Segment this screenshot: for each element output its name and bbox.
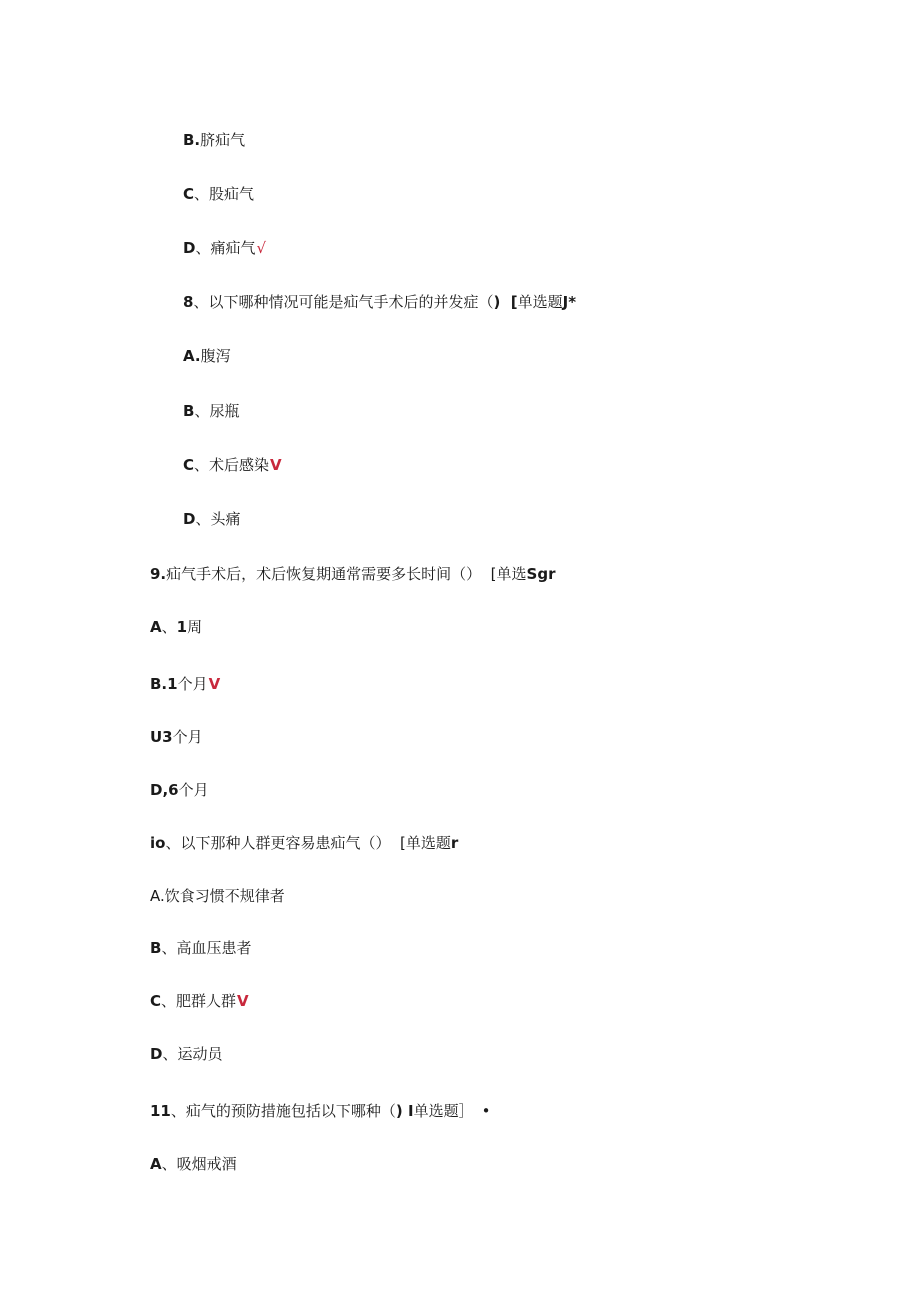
option-a-q10 xyxy=(150,886,285,906)
question-text: 、以下哪种情况可能是疝气手术后的并发症（ xyxy=(193,293,494,311)
option-prefix: B xyxy=(150,939,162,957)
option-d-q8 xyxy=(183,509,240,529)
option-c-q8 xyxy=(183,455,282,475)
option-text: 个月 xyxy=(172,728,203,746)
option-text: 饮食习惯不规律者 xyxy=(164,887,285,905)
correct-mark-icon: √ xyxy=(256,239,267,257)
option-text: 、尿瓶 xyxy=(194,402,240,420)
option-prefix: D xyxy=(150,1045,163,1063)
option-d-q10 xyxy=(150,1044,222,1064)
option-prefix: A. xyxy=(150,887,165,905)
option-text: 脐疝气 xyxy=(200,131,246,149)
option-a-q9 xyxy=(150,617,202,637)
option-text: 、高血压患者 xyxy=(161,939,252,957)
option-d-q7 xyxy=(183,238,266,258)
option-c-q7 xyxy=(183,184,254,204)
question-10 xyxy=(150,833,458,853)
question-bracket: I xyxy=(402,1102,414,1120)
question-type-end: Sgr xyxy=(526,565,556,583)
option-text: 、吸烟戒酒 xyxy=(161,1155,237,1173)
correct-mark-icon: V xyxy=(270,456,282,474)
option-prefix: D xyxy=(183,239,196,257)
option-d-q9 xyxy=(150,780,209,800)
question-number: 11 xyxy=(150,1102,171,1120)
option-text: 、头痛 xyxy=(195,510,241,528)
option-text: 个月 xyxy=(177,675,208,693)
question-type: 单选题］ xyxy=(413,1102,474,1120)
option-prefix: C xyxy=(183,185,195,203)
option-prefix: U3 xyxy=(150,728,173,746)
question-number: io xyxy=(150,834,166,852)
option-b-q9 xyxy=(150,674,220,694)
option-text: 腹泻 xyxy=(200,347,231,365)
question-type-end: r xyxy=(450,834,459,852)
question-text: 、以下那种人群更容易患疝气（） [单选题 xyxy=(165,834,451,852)
option-text: 、肥群人群 xyxy=(161,992,237,1010)
option-text: 、 xyxy=(161,618,177,636)
option-text: 、运动员 xyxy=(162,1045,223,1063)
question-text: 、疝气的预防措施包括以下哪种（ xyxy=(170,1102,396,1120)
option-a-q8 xyxy=(183,346,231,366)
option-prefix: C xyxy=(150,992,162,1010)
question-type: 单选题 xyxy=(517,293,563,311)
question-9 xyxy=(150,564,556,584)
option-prefix: D xyxy=(183,510,196,528)
correct-mark-icon: V xyxy=(237,992,249,1010)
correct-mark-icon: V xyxy=(208,675,221,693)
question-11 xyxy=(150,1101,490,1121)
option-b-q8 xyxy=(183,401,239,421)
option-c-q10 xyxy=(150,991,249,1011)
option-prefix: B.1 xyxy=(150,675,178,693)
option-text: 、股疝气 xyxy=(194,185,255,203)
option-prefix: A. xyxy=(183,347,201,365)
question-type-end: J* xyxy=(562,293,577,311)
option-number: 1 xyxy=(176,618,188,636)
question-paren: ) xyxy=(395,1102,403,1120)
option-unit: 周 xyxy=(187,618,203,636)
option-prefix: D,6 xyxy=(150,781,179,799)
question-8 xyxy=(183,292,576,312)
option-text: 、痛疝气 xyxy=(195,239,256,257)
option-b-q7 xyxy=(183,130,245,150)
option-b-q10 xyxy=(150,938,251,958)
option-prefix: B xyxy=(183,402,195,420)
option-c-q9 xyxy=(150,727,203,747)
option-a-q11 xyxy=(150,1154,237,1174)
question-number: 8 xyxy=(183,293,194,311)
question-number: 9. xyxy=(150,565,167,583)
question-text: 疝气手术后，术后恢复期通常需要多长时间（） [单选 xyxy=(166,565,527,583)
question-paren: ) xyxy=(493,293,501,311)
option-prefix: C xyxy=(183,456,195,474)
option-prefix: B. xyxy=(183,131,201,149)
option-text: 个月 xyxy=(178,781,209,799)
bullet-icon: • xyxy=(481,1102,491,1120)
question-bracket: [ xyxy=(500,293,518,311)
option-prefix: A xyxy=(150,1155,162,1173)
option-prefix: A xyxy=(150,618,162,636)
option-text: 、术后感染 xyxy=(194,456,270,474)
